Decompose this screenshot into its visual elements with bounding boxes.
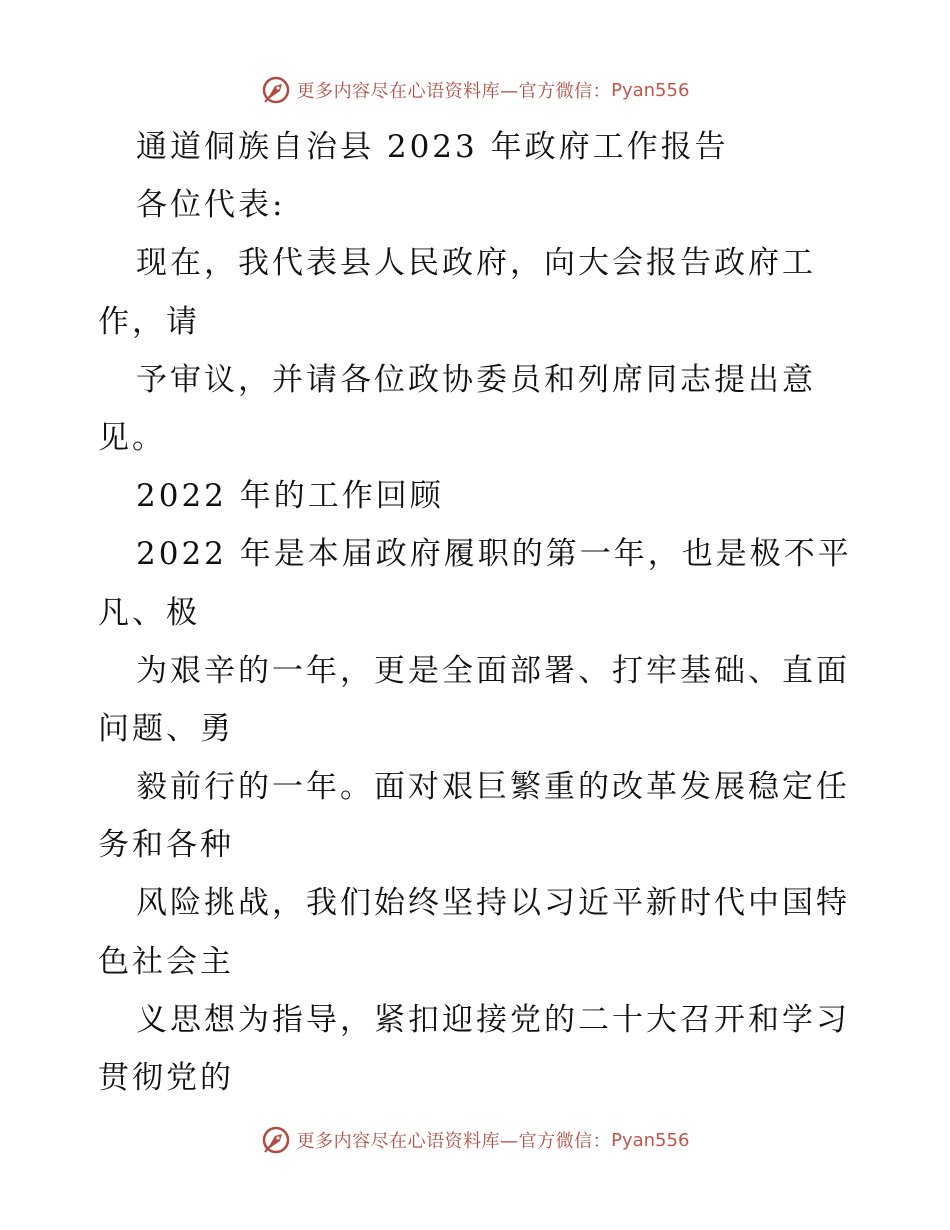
banner-wechat-id: Pyan556 xyxy=(611,79,690,101)
text-line: 见。 xyxy=(98,419,166,456)
banner-text: 更多内容尽在心语资料库—官方微信： xyxy=(296,81,612,102)
document-body xyxy=(98,118,858,1107)
footer-banner xyxy=(0,1120,950,1160)
text-line: 务和各种 xyxy=(98,827,234,864)
text-line: 贯彻党的 xyxy=(98,1060,234,1096)
pen-nib-logo-icon xyxy=(261,1125,291,1155)
banner-text: 更多内容尽在心语资料库—官方微信： xyxy=(296,1131,612,1152)
text-line: 现在，我代表县人民政府，向大会报告政府工 xyxy=(136,245,816,282)
text-line: 各位代表: xyxy=(136,187,286,224)
text-line: 2022 年的工作回顾 xyxy=(136,478,444,515)
text-line: 2022 年是本届政府履职的第一年，也是极不平 xyxy=(136,536,852,573)
pen-nib-logo-icon xyxy=(261,75,291,105)
banner-wechat-id: Pyan556 xyxy=(611,1129,690,1151)
header-banner xyxy=(0,70,950,110)
text-line: 毅前行的一年。面对艰巨繁重的改革发展稳定任 xyxy=(136,769,850,806)
text-line: 义思想为指导，紧扣迎接党的二十大召开和学习 xyxy=(136,1001,850,1038)
text-line: 通道侗族自治县 2023 年政府工作报告 xyxy=(136,129,729,165)
text-line: 问题、勇 xyxy=(98,710,234,747)
text-line: 予审议，并请各位政协委员和列席同志提出意 xyxy=(136,361,816,398)
text-line: 凡、极 xyxy=(98,594,200,631)
text-line: 为艰辛的一年，更是全面部署、打牢基础、直面 xyxy=(136,652,850,689)
text-line: 色社会主 xyxy=(98,943,234,980)
text-line: 作，请 xyxy=(98,303,200,340)
text-line: 风险挑战，我们始终坚持以习近平新时代中国特 xyxy=(136,885,850,922)
